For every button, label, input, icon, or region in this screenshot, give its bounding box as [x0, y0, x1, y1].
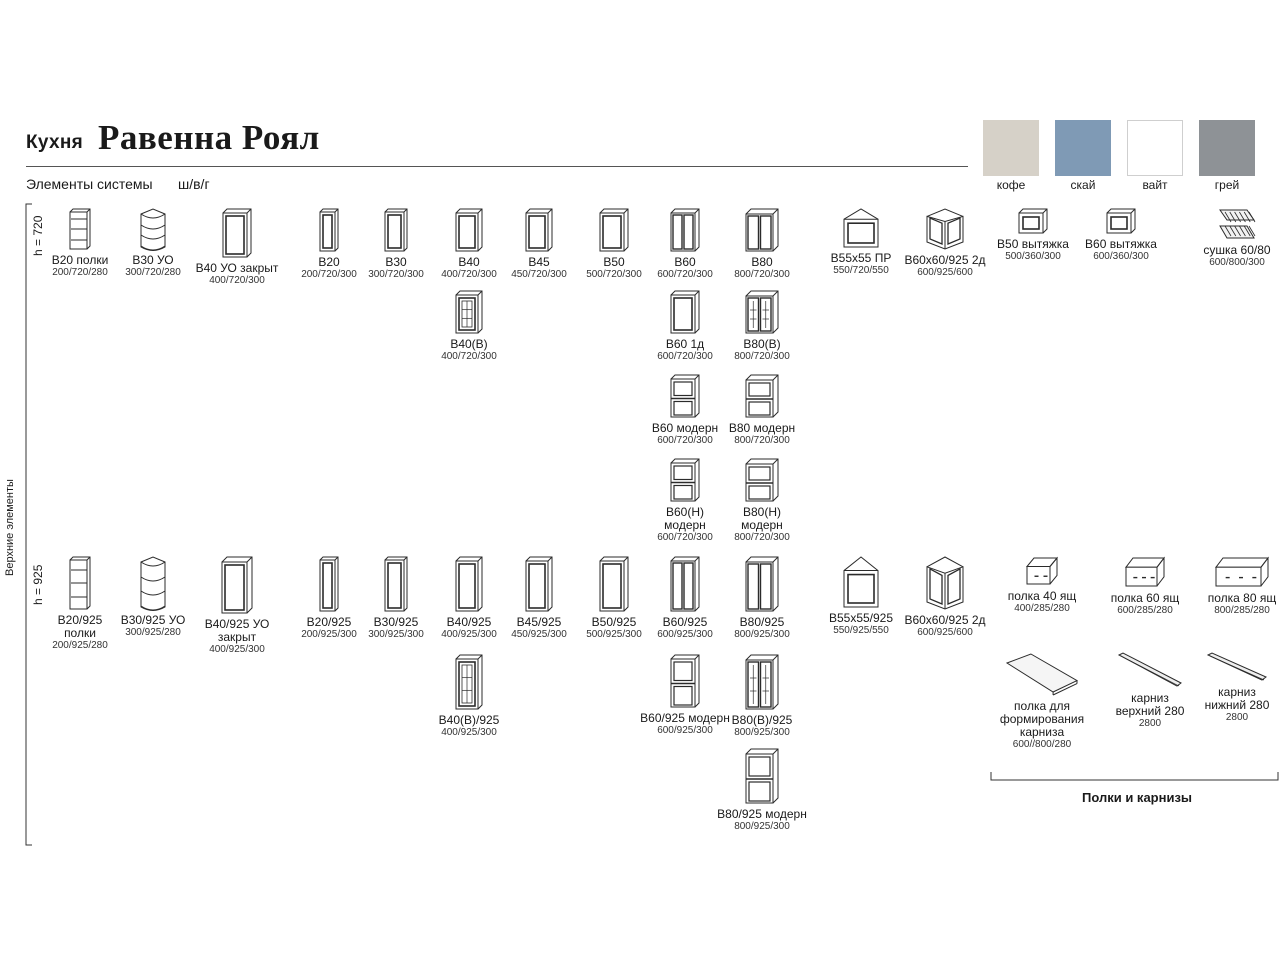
item-name: В80 — [751, 255, 773, 269]
catalog-item — [414, 654, 524, 739]
glass-double-cabinet-icon — [707, 654, 817, 710]
item-dimensions: 300/925/280 — [125, 627, 181, 638]
item-name: В60 вытяжка — [1085, 237, 1157, 251]
item-dimensions: 600/925/600 — [917, 627, 973, 638]
item-name: В20/925 полки — [57, 613, 103, 640]
item-name: В60/925 — [662, 615, 708, 629]
catalog-item — [987, 556, 1097, 615]
catalog-item — [707, 556, 817, 641]
glass-cabinet-icon — [414, 290, 524, 334]
item-name: В60/925 модерн — [640, 711, 730, 725]
swatch-label-koffee: кофе — [996, 178, 1026, 192]
item-dimensions: 500/720/300 — [586, 269, 642, 280]
item-dimensions: 800/925/300 — [734, 629, 790, 640]
item-name: В40(В)/925 — [438, 713, 500, 727]
drawer-shelf-icon — [987, 556, 1097, 586]
height-label-925: h = 925 — [31, 564, 45, 605]
item-name: В60 1д — [665, 337, 705, 351]
title-divider — [26, 166, 968, 167]
group-label-shelves-cornices: Полки и карнизы — [1082, 790, 1193, 805]
catalog-item — [414, 290, 524, 363]
swatch-grey — [1199, 120, 1255, 176]
flat-board-icon — [987, 652, 1097, 696]
item-dimensions: 600/925/600 — [917, 267, 973, 278]
drawer-shelf-icon — [1090, 556, 1200, 588]
item-name: В55х55/925 — [828, 611, 894, 625]
item-name: В80(В)/925 — [731, 713, 793, 727]
item-name: полка 60 ящ — [1110, 591, 1180, 605]
catalog-item — [707, 748, 817, 833]
page-title: Равенна Роял — [98, 118, 320, 157]
side-bracket — [20, 200, 40, 850]
item-dimensions: 550/720/550 — [833, 265, 889, 276]
item-dimensions: 300/720/280 — [125, 267, 181, 278]
item-dimensions: 600/285/280 — [1117, 605, 1173, 616]
cornice-rail-icon — [1182, 652, 1280, 682]
item-dimensions: 200/720/280 — [52, 267, 108, 278]
item-dimensions: 800/720/300 — [734, 435, 790, 446]
dimensions-legend: ш/в/г — [178, 176, 210, 192]
item-name: В30/925 — [373, 615, 419, 629]
item-dimensions: 600/720/300 — [657, 269, 713, 280]
modern-cabinet-icon — [707, 374, 817, 418]
corner-double-cabinet-icon — [890, 556, 1000, 610]
item-dimensions: 600/800/300 — [1209, 257, 1265, 268]
item-dimensions: 450/925/300 — [511, 629, 567, 640]
modern-cabinet-icon — [707, 458, 817, 502]
item-dimensions: 550/925/550 — [833, 625, 889, 636]
item-dimensions: 800/925/300 — [734, 821, 790, 832]
item-name: В80(В) — [743, 337, 781, 351]
swatch-label-sky: скай — [1070, 178, 1096, 192]
item-name: В60(Н) модерн — [664, 505, 706, 532]
item-dimensions: 200/720/300 — [301, 269, 357, 280]
item-name: В30 УО — [132, 253, 174, 267]
item-name: В80/925 — [739, 615, 785, 629]
catalog-item — [1182, 208, 1280, 269]
item-name: карниз нижний 280 — [1204, 685, 1270, 712]
item-dimensions: 600/925/300 — [657, 725, 713, 736]
item-dimensions: 400/925/300 — [441, 629, 497, 640]
catalog-item — [890, 556, 1000, 639]
item-name: В40 УО закрыт — [195, 261, 279, 275]
item-name: В45/925 — [516, 615, 562, 629]
item-name: В40(В) — [450, 337, 488, 351]
item-name: В60х60/925 2д — [904, 613, 986, 627]
double-door-cabinet-icon — [707, 556, 817, 612]
item-dimensions: 400/925/300 — [441, 727, 497, 738]
catalog-item — [1187, 556, 1280, 617]
drawer-shelf-icon — [1187, 556, 1280, 588]
dish-rack-icon — [1182, 208, 1280, 240]
double-door-cabinet-icon — [707, 208, 817, 252]
item-dimensions: 600/925/300 — [657, 629, 713, 640]
item-dimensions: 600/720/300 — [657, 435, 713, 446]
item-name: В50 — [603, 255, 625, 269]
item-name: полка 80 ящ — [1207, 591, 1277, 605]
item-name: В50/925 — [591, 615, 637, 629]
item-name: В30 — [385, 255, 407, 269]
upper-elements-label: Верхние элементы — [4, 479, 16, 576]
catalog-item — [707, 458, 817, 544]
item-name: полка 40 ящ — [1007, 589, 1077, 603]
item-name: В40/925 — [446, 615, 492, 629]
item-dimensions: 200/925/300 — [301, 629, 357, 640]
item-dimensions: 400/720/300 — [441, 351, 497, 362]
item-dimensions: 600/720/300 — [657, 351, 713, 362]
item-dimensions: 400/720/300 — [441, 269, 497, 280]
item-dimensions: 800/720/300 — [734, 532, 790, 543]
item-name: В80(Н) модерн — [741, 505, 783, 532]
modern-cabinet-icon — [707, 748, 817, 804]
catalog-item — [1182, 652, 1280, 724]
item-name: В60 — [674, 255, 696, 269]
title-prefix: Кухня — [26, 132, 84, 153]
catalog-item — [707, 654, 817, 739]
catalog-item — [707, 290, 817, 363]
item-name: В80 модерн — [728, 421, 796, 435]
item-dimensions: 2800 — [1138, 718, 1162, 729]
item-dimensions: 300/925/300 — [368, 629, 424, 640]
glass-cabinet-icon — [414, 654, 524, 710]
item-dimensions: 400/925/300 — [209, 644, 265, 655]
item-dimensions: 2800 — [1225, 712, 1249, 723]
item-dimensions: 500/360/300 — [1005, 251, 1061, 262]
item-dimensions: 300/720/300 — [368, 269, 424, 280]
item-dimensions: 400/285/280 — [1014, 603, 1070, 614]
swatch-label-white: вайт — [1142, 178, 1168, 192]
height-label-720: h = 720 — [31, 215, 45, 256]
item-name: карниз верхний 280 — [1115, 691, 1185, 718]
item-name: В60х60/925 2д — [904, 253, 986, 267]
catalog-item — [987, 652, 1097, 751]
item-dimensions: 800/720/300 — [734, 351, 790, 362]
item-name: В50 вытяжка — [997, 237, 1069, 251]
item-name: В60 модерн — [651, 421, 719, 435]
item-name: В20 — [318, 255, 340, 269]
item-name: сушка 60/80 — [1203, 243, 1271, 257]
item-name: В45 — [528, 255, 550, 269]
item-dimensions: 800/720/300 — [734, 269, 790, 280]
subtitle: Элементы системы — [26, 176, 153, 192]
item-name: полка для формирования карниза — [999, 699, 1085, 739]
catalog-item — [1090, 556, 1200, 617]
item-dimensions: 800/925/300 — [734, 727, 790, 738]
glass-double-cabinet-icon — [707, 290, 817, 334]
item-name: В20 полки — [51, 253, 109, 267]
item-dimensions: 500/925/300 — [586, 629, 642, 640]
swatch-sky — [1055, 120, 1111, 176]
item-dimensions: 600/360/300 — [1093, 251, 1149, 262]
swatch-label-grey: грей — [1214, 178, 1240, 192]
group-bracket — [988, 770, 1280, 784]
catalog-item — [707, 374, 817, 447]
item-name: В40 — [458, 255, 480, 269]
item-dimensions: 400/720/300 — [209, 275, 265, 286]
item-name: В30/925 УО — [120, 613, 186, 627]
catalog-item — [707, 208, 817, 281]
catalog-item — [1066, 208, 1176, 263]
item-dimensions: 600//800/280 — [1012, 739, 1072, 750]
swatch-white — [1127, 120, 1183, 176]
item-name: В20/925 — [306, 615, 352, 629]
item-dimensions: 800/285/280 — [1214, 605, 1270, 616]
swatch-koffee — [983, 120, 1039, 176]
item-name: В55х55 ПР — [830, 251, 892, 265]
item-name: В40/925 УО закрыт — [204, 617, 270, 644]
item-dimensions: 450/720/300 — [511, 269, 567, 280]
item-name: В80/925 модерн — [717, 807, 807, 821]
item-dimensions: 600/720/300 — [657, 532, 713, 543]
item-dimensions: 200/925/280 — [52, 640, 108, 651]
hood-cabinet-icon — [1066, 208, 1176, 234]
